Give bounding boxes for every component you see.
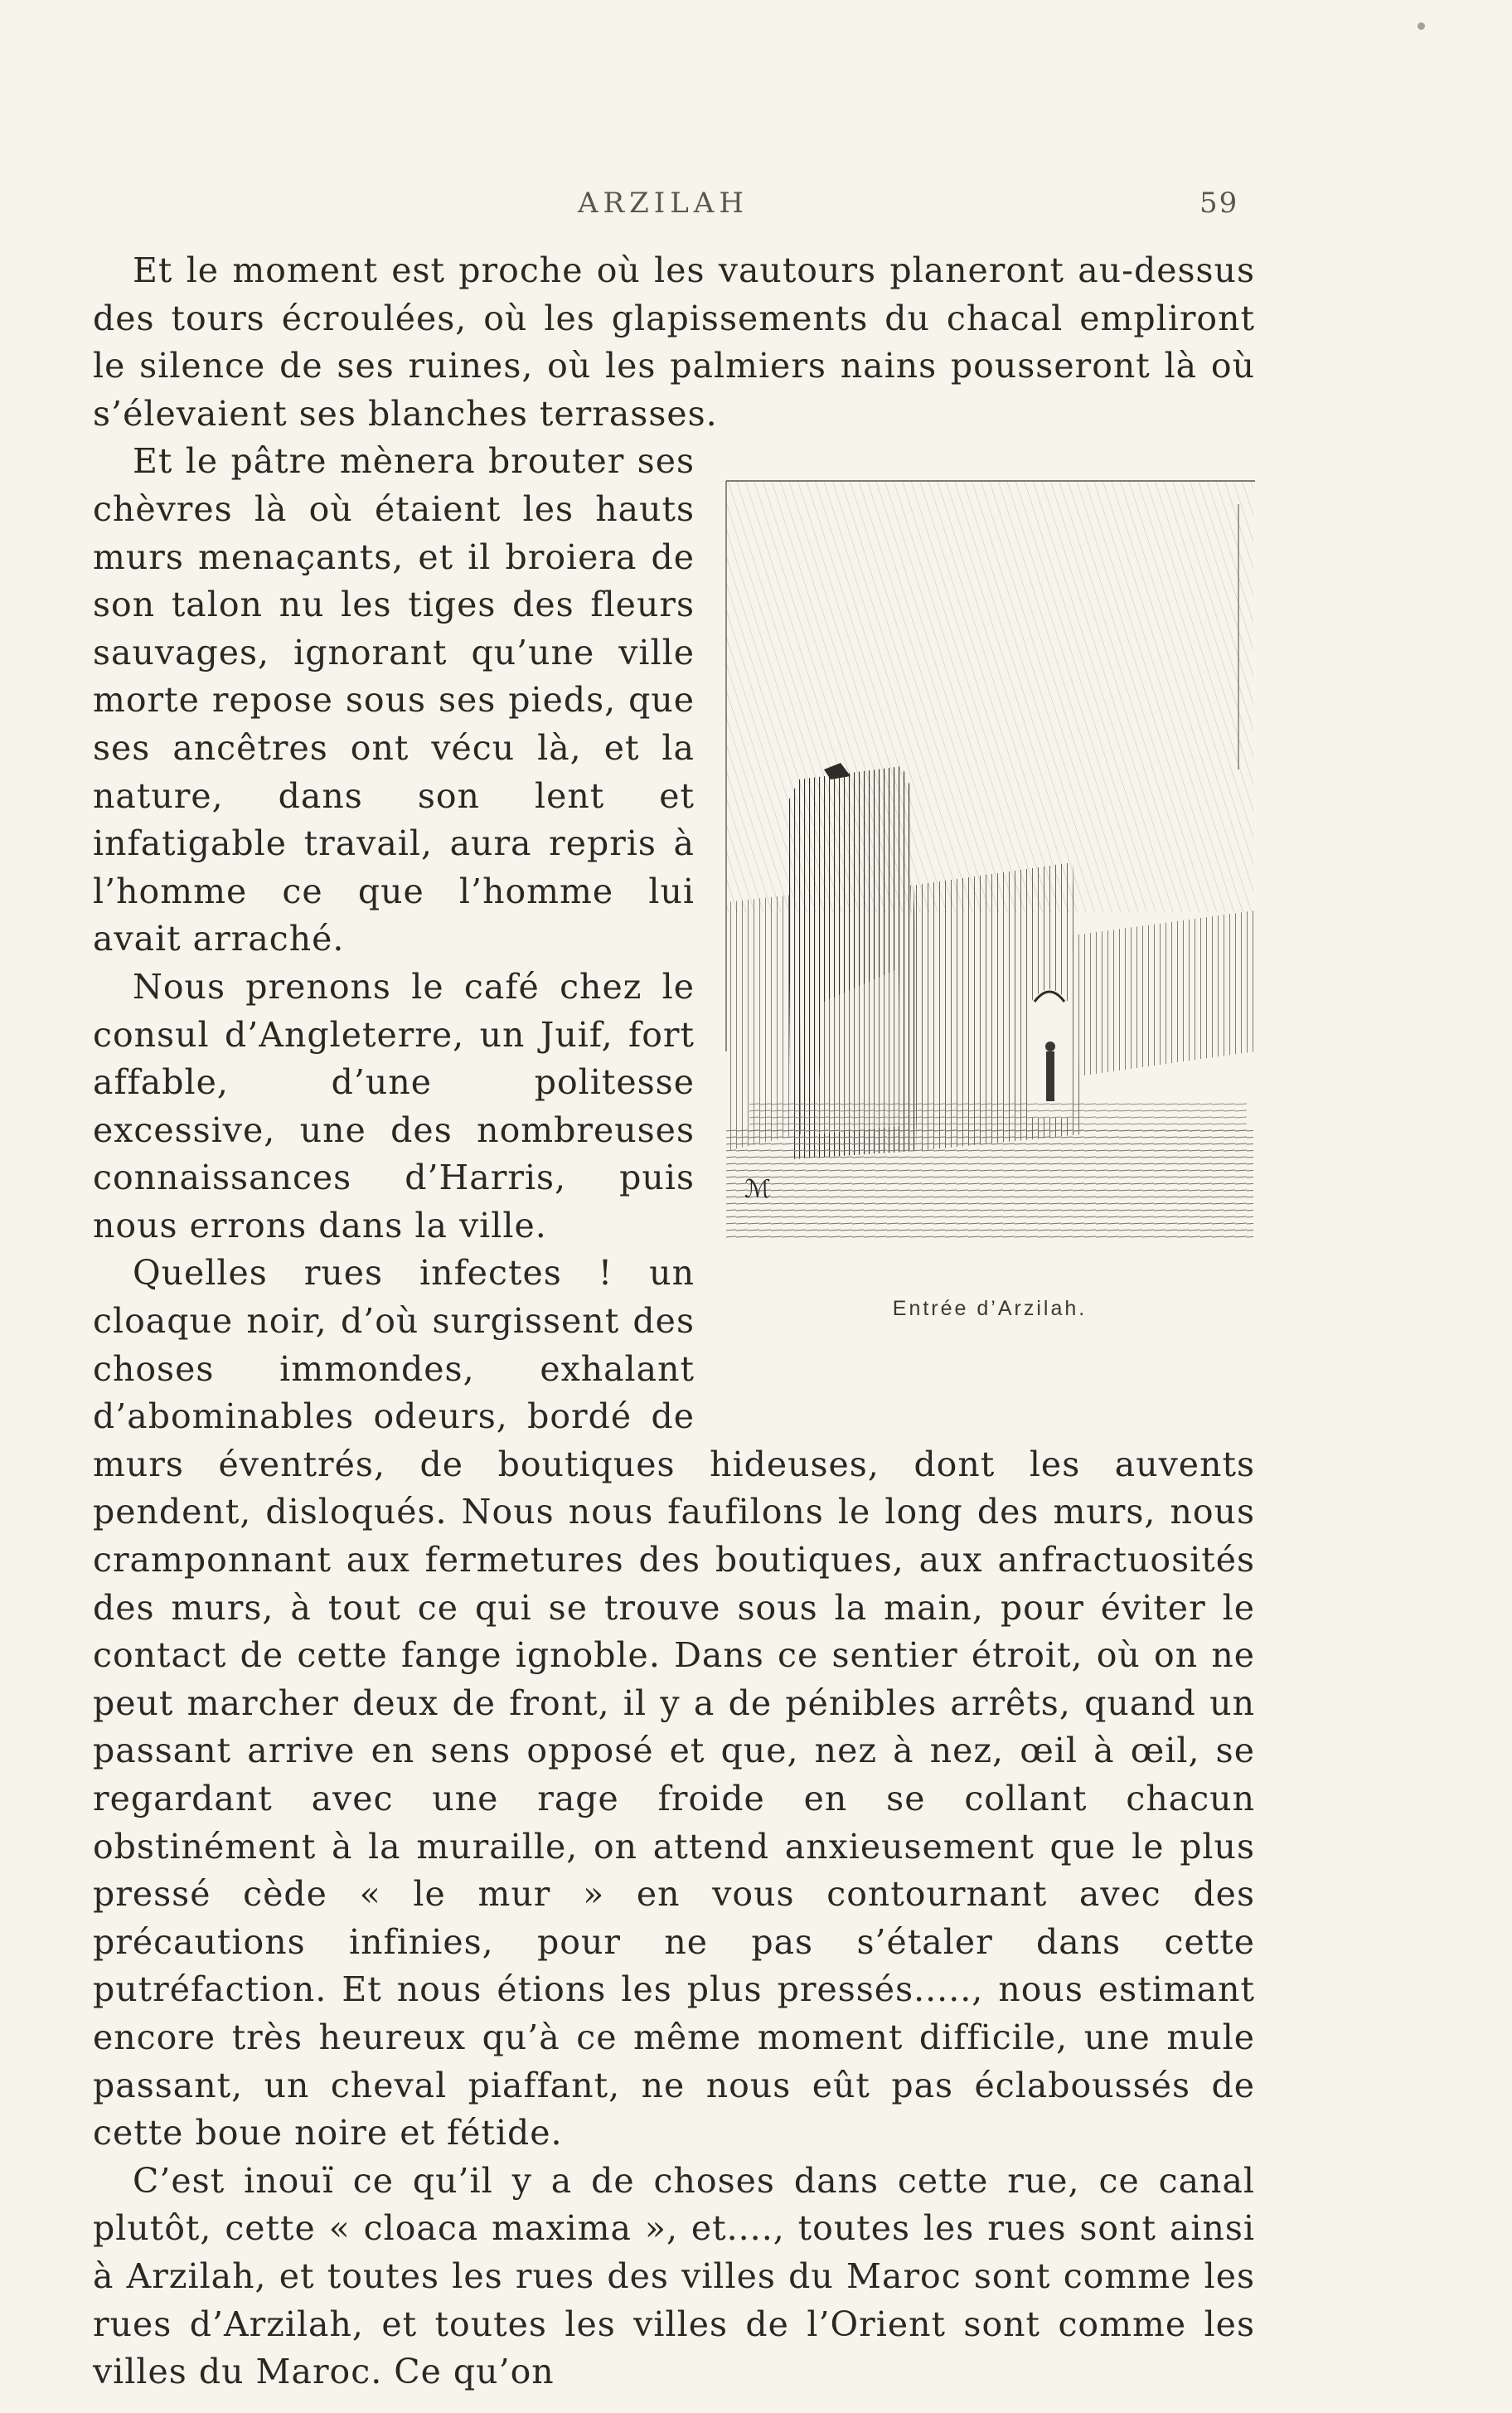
illustration-plate — [724, 471, 1255, 1242]
body-text — [93, 247, 1255, 2396]
paragraph-2: Et le pâtre mènera brouter ses chèvres là où étaient les hauts murs menaçants, et il broiera de son talon nu les tiges des fleurs sauvages, ignorant qu’une ville morte repose sous ses pieds, que ses ancêtres ont vécu là, et la nature, dans son lent et infatigable travail, aura repris à l’homme ce que l’homme lui avait arraché. — [93, 441, 695, 959]
illustration-caption: Entrée d’Arzilah. — [892, 1297, 1088, 1321]
paragraph-4: Quelles rues infectes ! un cloaque noir, d’où surgissent des choses immondes, exhalant d’abominables odeurs, bordé de murs éventrés, de boutiques hideuses, dont les auvents pendent, disloqués. Nous nous faufilons le long des murs, nous cramponnant aux fermetures des boutiques, aux anfractuosités des murs, à tout ce qui se trouve sous la main, pour éviter le contact de cette fange ignoble. Dans ce sentier étroit, où on ne peut marcher deux de front, il y a de pénibles arrêts, quand un passant arrive en sens opposé et que, nez à nez, œil à œil, se regardant avec une rage froide en se collant chacun obstinément à la muraille, on attend anxieusement que le plus pressé cède « le mur » en vous contournant avec des précautions infinies, pour ne pas s’étaler dans cette putréfaction. Et nous étions les plus pressés....., nous estimant encore très heureux qu’à ce même moment difficile, une mule passant, un cheval piaffant, ne nous eût pas éclaboussés de cette boue noire et fétide. — [93, 1253, 1255, 2153]
svg-text:ℳ: ℳ — [744, 1175, 772, 1205]
engraving-gate-of-arzilah — [724, 471, 1255, 1242]
paragraph-1: Et le moment est proche où les vautours planeront au-dessus des tours écroulées, où les glapissements du chacal empliront le silence de ses ruines, où les palmiers nains pousseront là où s’élevaient ses blanches terrasses. — [93, 250, 1255, 434]
paragraph-5: C’est inouï ce qu’il y a de choses dans cette rue, ce canal plutôt, cette « cloaca maxima », et...., toutes les rues sont ainsi à Arzilah, et toutes les rues des villes du Maroc sont comme les rues d’Arzilah, et toutes les villes de l’Orient sont comme les villes du Maroc. Ce qu’on — [93, 2160, 1255, 2392]
paper-speck — [1418, 22, 1425, 30]
page-number: 59 — [1199, 187, 1239, 220]
running-title: ARZILAH — [578, 187, 749, 220]
illustration-figure — [724, 471, 1255, 1410]
paragraph-3: Nous prenons le café chez le consul d’Angleterre, un Juif, fort affable, d’une politesse excessive, une des nombreuses connaissances d’Harris, puis nous errons dans la ville. — [93, 966, 695, 1245]
